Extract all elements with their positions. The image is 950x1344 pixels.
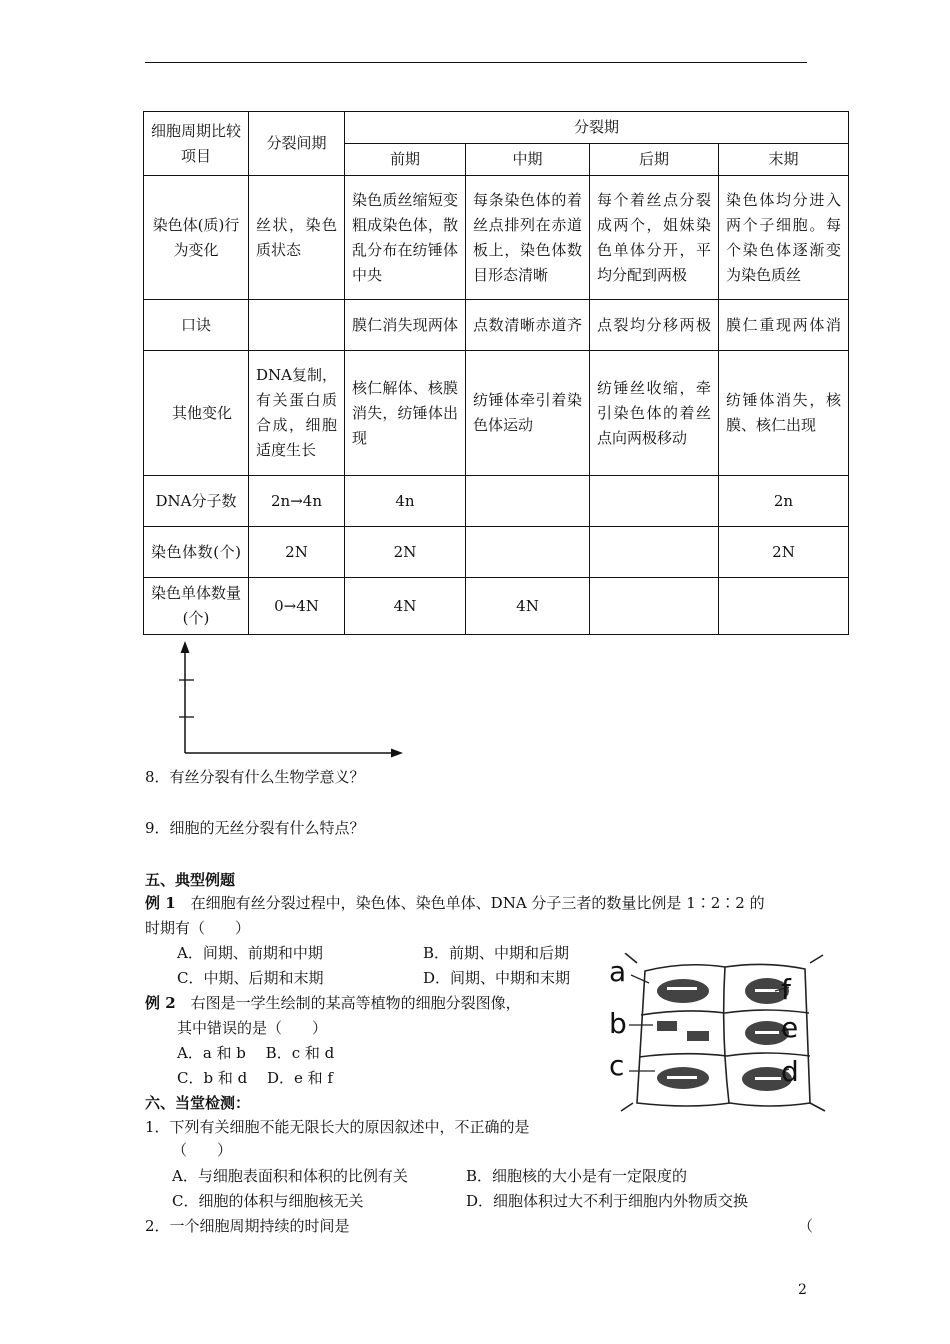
- table-cell: 2n→4n: [249, 476, 345, 527]
- row-label: DNA分子数: [144, 476, 249, 527]
- table-cell: 核仁解体、核膜消失，纺锤体出现: [345, 351, 466, 476]
- table-row: [144, 578, 849, 635]
- table-cell: 染色体均分进入两个子细胞。每个染色体逐渐变为染色质丝: [719, 176, 849, 300]
- figure-label-b: b: [609, 1007, 627, 1040]
- example-1: [145, 892, 765, 914]
- test-1-option-c: C．细胞的体积与细胞核无关: [172, 1192, 364, 1210]
- table-row: [144, 300, 849, 351]
- cell-cycle-table: [143, 111, 849, 635]
- figure-label-e: e: [781, 1011, 799, 1044]
- figure-label-c: c: [609, 1049, 625, 1082]
- table-cell: 纺锤体消失，核膜、核仁出现: [719, 351, 849, 476]
- table-cell: 4N: [345, 578, 466, 635]
- header-telophase: 末期: [719, 144, 849, 176]
- row-label: 染色体(质)行为变化: [144, 176, 249, 300]
- question-9: 9．细胞的无丝分裂有什么特点？: [145, 819, 365, 837]
- table-cell: 纺锤体牵引着染色体运动: [466, 351, 590, 476]
- example-2-options-ab: A．a 和 b B．c 和 d: [177, 1044, 335, 1062]
- example-2-text: 右图是一学生绘制的某高等植物的细胞分裂图像，: [175, 994, 521, 1012]
- example-2: [145, 992, 521, 1014]
- row-label: 染色体数(个): [144, 527, 249, 578]
- header-division: 分裂期: [345, 112, 849, 144]
- header-metaphase: 中期: [466, 144, 590, 176]
- example-1-option-a: A．间期、前期和中期: [177, 944, 323, 962]
- table-cell: 0→4N: [249, 578, 345, 635]
- table-cell: [249, 300, 345, 351]
- row-label: 口诀: [144, 300, 249, 351]
- cell-division-figure: [605, 953, 835, 1113]
- test-2-paren: （: [798, 1217, 814, 1235]
- figure-label-f: f: [781, 973, 791, 1006]
- table-cell: 纺锤丝收缩，牵引染色体的着丝点向两极移动: [590, 351, 719, 476]
- table-cell: [466, 527, 590, 578]
- table-cell: 4N: [466, 578, 590, 635]
- table-cell: 4n: [345, 476, 466, 527]
- example-1-text2: 时期有（ ）: [145, 919, 251, 937]
- header-rule: [145, 62, 807, 63]
- example-2-tag: 例 2: [145, 994, 176, 1012]
- header-item: 细胞周期比较项目: [144, 112, 249, 176]
- table-cell: 每条染色体的着丝点排列在赤道板上，染色体数目形态清晰: [466, 176, 590, 300]
- test-2-question: 2．一个细胞周期持续的时间是: [145, 1217, 350, 1235]
- table-cell: 丝状，染色质状态: [249, 176, 345, 300]
- example-2-text2: 其中错误的是（ ）: [177, 1019, 328, 1037]
- test-1-question: 1．下列有关细胞不能无限长大的原因叙述中，不正确的是: [145, 1118, 530, 1136]
- header-interphase: 分裂间期: [249, 112, 345, 176]
- table-row: [144, 351, 849, 476]
- test-1-option-d: D．细胞体积过大不利于细胞内外物质交换: [466, 1192, 749, 1210]
- section-5-heading: 五、典型例题: [145, 871, 236, 889]
- table-cell: [590, 527, 719, 578]
- row-label: 染色单体数量(个): [144, 578, 249, 635]
- table-row: [144, 176, 849, 300]
- table-cell: 每个着丝点分裂成两个，姐妹染色单体分开，平均分配到两极: [590, 176, 719, 300]
- table-cell: 膜仁消失现两体: [345, 300, 466, 351]
- table-row: [144, 527, 849, 578]
- table-cell: [466, 476, 590, 527]
- figure-label-a: a: [609, 955, 627, 988]
- table-cell: 2n: [719, 476, 849, 527]
- table-cell: [590, 476, 719, 527]
- example-1-text: 在细胞有丝分裂过程中，染色体、染色单体、DNA 分子三者的数量比例是 1∶2∶2 的: [175, 894, 765, 912]
- table-cell: [590, 578, 719, 635]
- table-cell: DNA复制，有关蛋白质合成，细胞适度生长: [249, 351, 345, 476]
- table-cell: 点数清晰赤道齐: [466, 300, 590, 351]
- question-8: 8．有丝分裂有什么生物学意义？: [145, 768, 365, 786]
- example-1-option-b: B．前期、中期和后期: [423, 944, 570, 962]
- table-cell: [719, 578, 849, 635]
- example-1-option-c: C．中期、后期和末期: [177, 969, 324, 987]
- page-number: 2: [798, 1282, 807, 1298]
- example-1-tag: 例 1: [145, 894, 176, 912]
- figure-label-d: d: [781, 1055, 799, 1088]
- test-1-option-a: A．与细胞表面积和体积的比例有关: [172, 1167, 408, 1185]
- row-label: 其他变化: [144, 351, 249, 476]
- table-cell: 膜仁重现两体消: [719, 300, 849, 351]
- header-prophase: 前期: [345, 144, 466, 176]
- header-anaphase: 后期: [590, 144, 719, 176]
- table-cell: 点裂均分移两极: [590, 300, 719, 351]
- example-1-option-d: D．间期、中期和末期: [423, 969, 571, 987]
- table-cell: 2N: [345, 527, 466, 578]
- example-2-options-cd: C．b 和 d D．e 和 f: [177, 1069, 333, 1087]
- table-cell: 2N: [249, 527, 345, 578]
- test-1-paren: （ ）: [172, 1141, 233, 1159]
- test-1-option-b: B．细胞核的大小是有一定限度的: [466, 1167, 688, 1185]
- blank-axes-diagram: [165, 638, 410, 763]
- table-cell: 染色质丝缩短变粗成染色体，散乱分布在纺锤体中央: [345, 176, 466, 300]
- table-row: [144, 476, 849, 527]
- section-6-heading: 六、当堂检测：: [145, 1094, 251, 1112]
- table-cell: 2N: [719, 527, 849, 578]
